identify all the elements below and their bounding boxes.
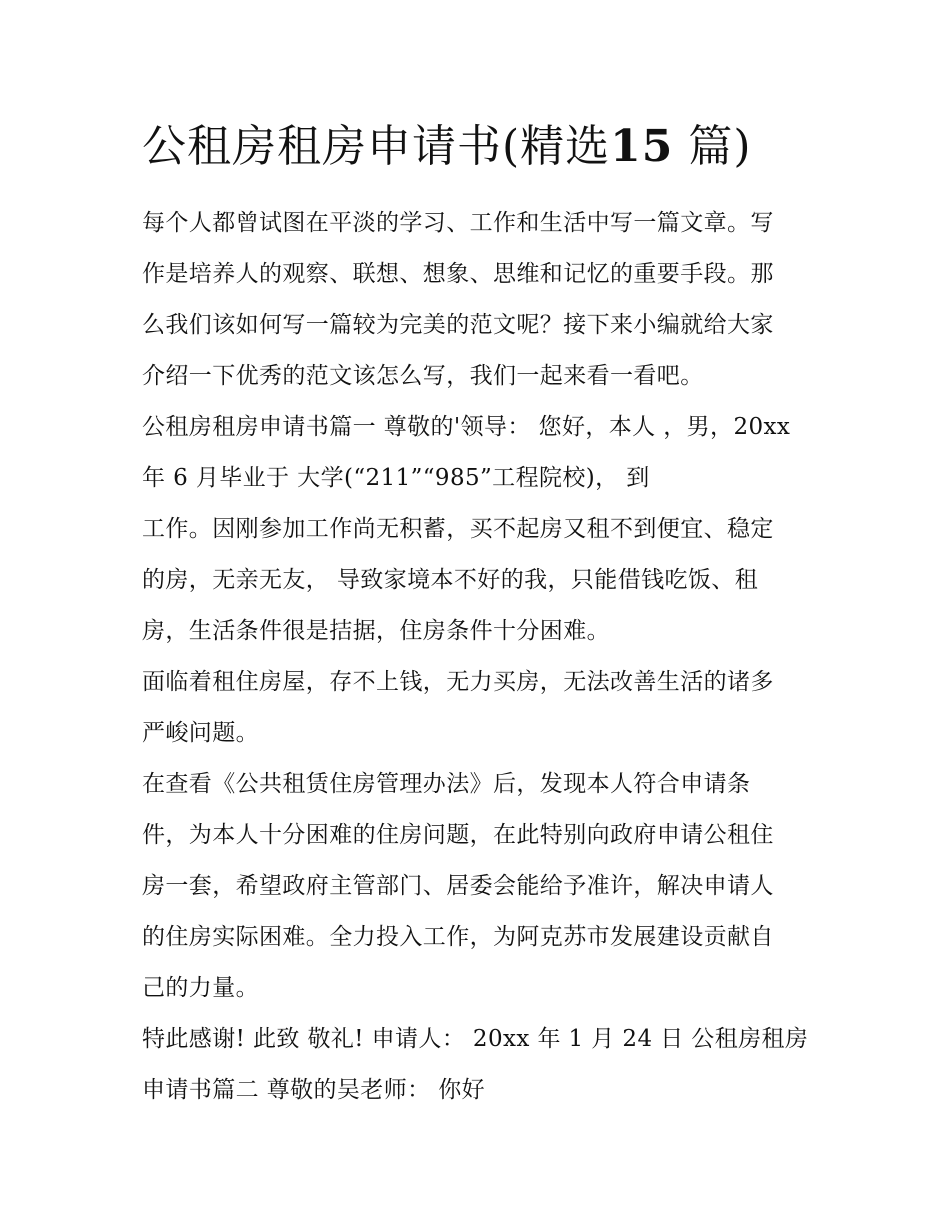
body-line: 件，为本人十分困难的住房问题，在此特别向政府申请公租住 — [142, 822, 774, 848]
body-line: 每个人都曾试图在平淡的学习、工作和生活中写一篇文章。写 — [142, 210, 774, 236]
body-line: 在查看《公共租赁住房管理办法》后，发现本人符合申请条 — [142, 771, 751, 797]
body-line: 介绍一下优秀的范文该怎么写，我们一起来看一看吧。 — [142, 363, 704, 389]
title-part-1: 公租房租房申请书( — [142, 121, 521, 172]
title-part-2: 精选 — [520, 121, 611, 172]
body-line: 公租房租房申请书篇一 尊敬的'领导： 您好，本人 ，男，20xx — [142, 414, 791, 440]
body-line: 己的力量。 — [142, 975, 259, 1001]
body-line: 严峻问题。 — [142, 720, 259, 746]
body-line: 年 6 月毕业于 大学(“211”“985”工程院校)， 到 — [142, 465, 650, 491]
body-line: 么我们该如何写一篇较为完美的范文呢？接下来小编就给大家 — [142, 312, 774, 338]
document-title — [142, 118, 842, 176]
document-body — [142, 198, 822, 1116]
body-line: 房，生活条件很是拮据，住房条件十分困难。 — [142, 618, 610, 644]
body-line: 申请书篇二 尊敬的吴老师： 你好 — [142, 1077, 486, 1103]
body-line: 房一套，希望政府主管部门、居委会能给予准许，解决申请人 — [142, 873, 774, 899]
title-number: 15 — [610, 121, 674, 172]
body-line: 面临着租住房屋，存不上钱，无力买房，无法改善生活的诸多 — [142, 669, 774, 695]
body-line: 特此感谢! 此致 敬礼! 申请人： 20xx 年 1 月 24 日 公租房租房 — [142, 1026, 809, 1052]
body-line: 作是培养人的观察、联想、想象、思维和记忆的重要手段。那 — [142, 261, 774, 287]
body-line: 的住房实际困难。全力投入工作，为阿克苏市发展建设贡献自 — [142, 924, 774, 950]
body-line: 工作。因刚参加工作尚无积蓄，买不起房又租不到便宜、稳定 — [142, 516, 774, 542]
body-line: 的房，无亲无友， 导致家境本不好的我，只能借钱吃饭、租 — [142, 567, 759, 593]
title-part-4: 篇) — [688, 121, 752, 172]
